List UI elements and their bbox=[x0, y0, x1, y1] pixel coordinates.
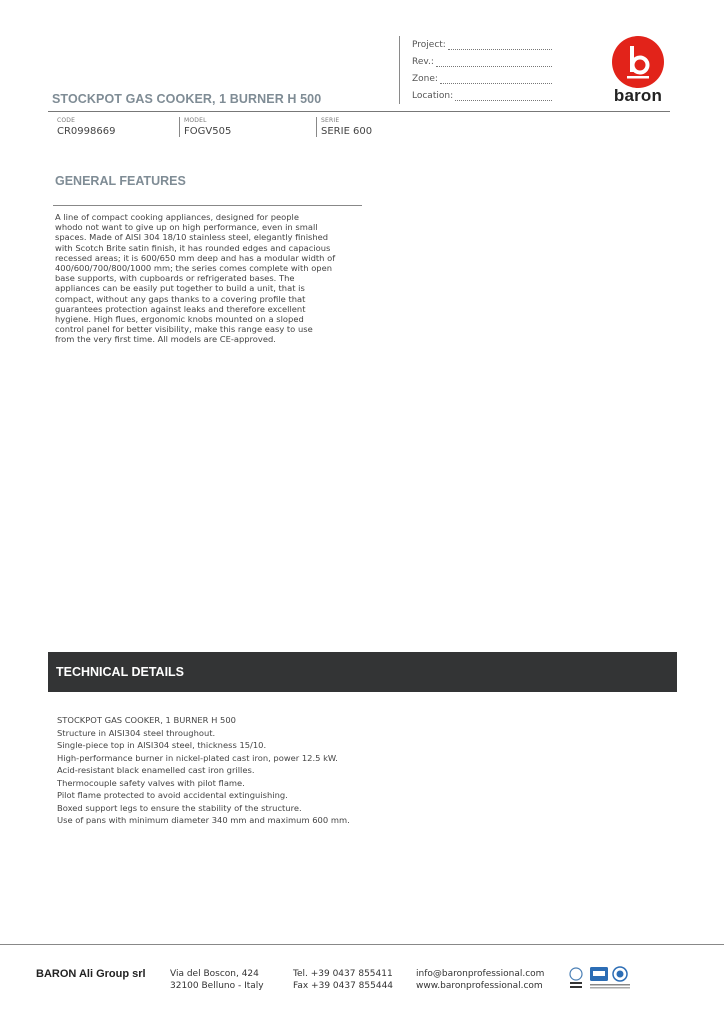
zone-label: Zone: bbox=[412, 74, 438, 84]
technical-details-header bbox=[48, 652, 677, 692]
rev-label: Rev.: bbox=[412, 57, 434, 67]
technical-detail-item: Single-piece top in AISI304 steel, thickness 15/10. bbox=[57, 740, 267, 750]
rev-dotted-line bbox=[436, 58, 552, 67]
model-value: FOGV505 bbox=[184, 126, 232, 137]
footer-address bbox=[170, 968, 264, 992]
general-features-title: GENERAL FEATURES bbox=[55, 174, 186, 188]
accreditation-mark-icon bbox=[613, 967, 627, 981]
technical-detail-item: Pilot flame protected to avoid accidental extinguishing. bbox=[57, 790, 288, 800]
general-features-divider bbox=[53, 205, 362, 206]
logo-b-icon bbox=[612, 36, 664, 88]
technical-detail-item: Boxed support legs to ensure the stability of the structure. bbox=[57, 802, 302, 813]
header-divider bbox=[48, 111, 670, 112]
technical-detail-item: High-performance burner in nickel-plated cast iron, power 12.5 kW. bbox=[57, 752, 338, 763]
serie-label: SERIE bbox=[321, 117, 340, 124]
general-features-line: control panel for better visibility, make this range easy to use bbox=[55, 324, 313, 335]
technical-detail-item: Acid-resistant black enamelled cast iron grilles. bbox=[57, 765, 255, 775]
technical-details-title: TECHNICAL DETAILS bbox=[56, 665, 185, 679]
footer-email-link[interactable]: info@baronprofessional.com bbox=[416, 969, 545, 979]
footer-contacts bbox=[416, 968, 544, 992]
general-features-line: from the very first time. All models are CE-approved. bbox=[55, 334, 276, 345]
project-label: Project: bbox=[412, 40, 446, 50]
general-features-line: whodo not want to give up on high performance, even in small bbox=[55, 222, 318, 233]
technical-detail-item: Thermocouple safety valves with pilot flame. bbox=[57, 777, 245, 788]
logo-red-circle bbox=[612, 36, 664, 88]
footer-website-link[interactable]: www.baronprofessional.com bbox=[416, 981, 543, 991]
certification-marks-icon bbox=[568, 966, 634, 994]
serie-field bbox=[316, 117, 372, 137]
certification-logos bbox=[568, 966, 634, 994]
general-features-line: spaces. Made of AISI 304 18/10 stainless steel, elegantly finished bbox=[55, 232, 329, 243]
model-label: MODEL bbox=[184, 117, 207, 124]
project-row bbox=[412, 40, 552, 50]
technical-details-list bbox=[57, 715, 357, 828]
general-features-line: compact, without any gaps thanks to a covering profile that bbox=[55, 293, 306, 304]
technical-detail-item: Use of pans with minimum diameter 340 mm and maximum 600 mm. bbox=[57, 815, 350, 825]
zone-row bbox=[412, 74, 552, 84]
general-features-line: appliances can be easily put together to build a unit, that is bbox=[55, 283, 305, 294]
general-features-line: recessed areas; it is 600/650 mm deep and has a modular width of bbox=[55, 252, 336, 263]
footer-fax: Fax +39 0437 855444 bbox=[293, 981, 394, 991]
footer-tel: Tel. +39 0437 855411 bbox=[293, 969, 393, 979]
logo-brand-text: baron bbox=[613, 86, 663, 105]
general-features-line: A line of compact cooking appliances, designed for people bbox=[55, 212, 299, 222]
location-label: Location: bbox=[412, 91, 454, 101]
model-field bbox=[179, 117, 231, 137]
footer-company: BARON Ali Group srl bbox=[36, 968, 146, 980]
project-dotted-line bbox=[448, 41, 552, 50]
code-value: CR0998669 bbox=[57, 126, 116, 137]
general-features-line: hygiene. High flues, ergonomic knobs mounted on a sloped bbox=[55, 314, 304, 325]
code-label: CODE bbox=[57, 117, 76, 124]
technical-detail-item: STOCKPOT GAS COOKER, 1 BURNER H 500 bbox=[57, 715, 236, 725]
general-features-text bbox=[55, 212, 365, 345]
footer-phone bbox=[293, 968, 393, 992]
rev-row bbox=[412, 57, 552, 67]
code-field bbox=[53, 117, 115, 137]
footer-divider bbox=[0, 944, 724, 945]
footer-address-line-1: Via del Boscon, 424 bbox=[170, 969, 259, 979]
zone-dotted-line bbox=[440, 75, 552, 84]
location-dotted-line bbox=[455, 92, 552, 101]
quality-certificate-icon bbox=[590, 967, 630, 989]
serie-value: SERIE 600 bbox=[321, 126, 373, 137]
footer-address-line-2: 32100 Belluno - Italy bbox=[170, 981, 264, 991]
certification-seal-icon bbox=[570, 968, 582, 988]
page-title: STOCKPOT GAS COOKER, 1 BURNER H 500 bbox=[52, 92, 322, 106]
technical-detail-item: Structure in AISI304 steel throughout. bbox=[57, 727, 216, 738]
general-features-line: base supports, with cupboards or refrigerated bases. The bbox=[55, 273, 295, 284]
general-features-line: guarantees protection against leaks and therefore excellent bbox=[55, 303, 306, 314]
general-features-line: with Scotch Brite satin finish, it has rounded edges and capacious bbox=[55, 242, 331, 253]
location-row bbox=[412, 91, 552, 101]
general-features-line: 400/600/700/800/1000 mm; the series comes complete with open bbox=[55, 263, 333, 274]
project-info-box bbox=[399, 36, 560, 104]
baron-logo bbox=[610, 36, 666, 106]
